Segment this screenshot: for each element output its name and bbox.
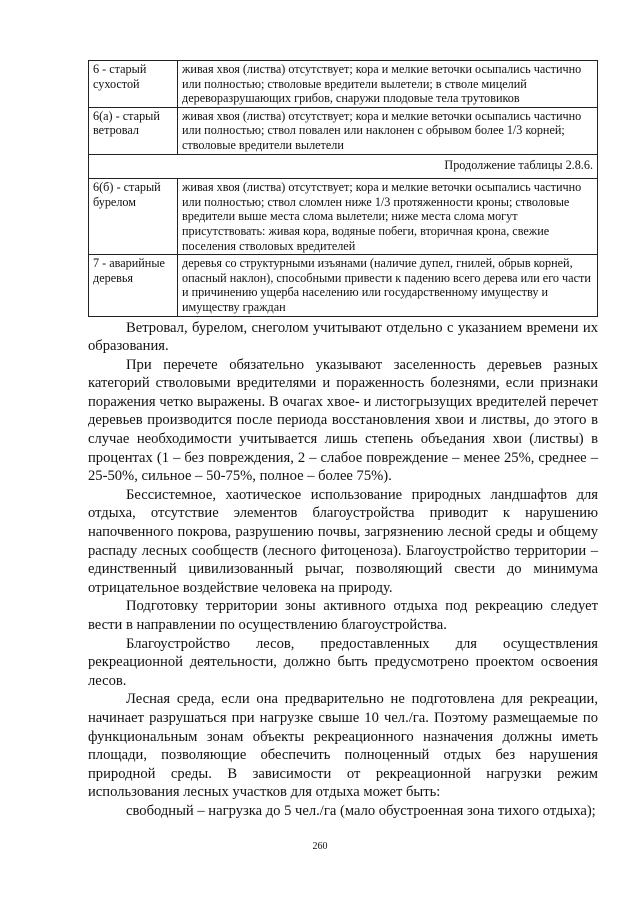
table-continuation-label: Продолжение таблицы 2.8.6.	[89, 154, 598, 179]
page-number: 260	[312, 841, 328, 852]
description-cell: живая хвоя (листва) отсутствует; кора и мелкие веточки осыпались частично или полностью; ствол сломлен ниже 1/3 протяженности кроны; стволовые вредители выше места слома вылетели; ниже места слома могут присутствовать: живая кора, водяные побеги, вторичная крона, свежие поселения стволовых вредителей	[178, 179, 598, 255]
category-cell: 7 - аварийные деревья	[89, 255, 178, 316]
paragraph: Ветровал, бурелом, снеголом учитывают отдельно с указанием времени их образования.	[88, 319, 598, 355]
description-cell: живая хвоя (листва) отсутствует; кора и мелкие веточки осыпались частично или полностью; ствол повален или наклонен с обрывом более 1/3 корней; стволовые вредители вылетели	[178, 107, 598, 154]
category-cell: 6(а) - старый ветровал	[89, 107, 178, 154]
paragraph: Лесная среда, если она предварительно не подготовлена для рекреации, начинает разрушаться при нагрузке свыше 10 чел./га. Поэтому размещаемые по функциональным зонам объекты рекреационного назначения должны иметь площади, позволяющие обеспечить полноценный отдых без нарушения природной среды. В зависимости от рекреационной нагрузки режим использования лесных участков для отдыха может быть:	[88, 691, 598, 801]
table-row	[89, 107, 598, 154]
description-cell: живая хвоя (листва) отсутствует; кора и мелкие веточки осыпались частично или полностью; стволовые вредители вылетели; в стволе мицелий дереворазрушающих грибов, снаружи плодовые тела трутовиков	[178, 61, 598, 108]
table-row	[89, 255, 598, 316]
page-content	[88, 60, 598, 821]
forest-condition-table	[88, 60, 598, 317]
category-cell: 6 - старый сухостой	[89, 61, 178, 108]
paragraph: свободный – нагрузка до 5 чел./га (мало обустроенная зона тихого отдыха);	[126, 802, 596, 819]
paragraph: Благоустройство лесов, предоставленных для осуществления рекреационной деятельности, должно быть предусмотрено проектом освоения лесов.	[88, 635, 598, 689]
paragraph: Подготовку территории зоны активного отдыха под рекреацию следует вести в направлении по осуществлению благоустройства.	[88, 598, 598, 633]
category-cell: 6(б) - старый бурелом	[89, 179, 178, 255]
paragraph: Бессистемное, хаотическое использование природных ландшафтов для отдыха, отсутствие элементов благоустройства приводит к нарушению напочвенного покрова, разрушению почвы, загрязнению лесной среды и общему распаду лесных сообществ (лесного фитоценоза). Благоустройство территории – единственный цивилизованный рычаг, позволяющий свести до минимума отрицательное воздействие человека на природу.	[88, 486, 598, 596]
paragraph: При перечете обязательно указывают заселенность деревьев разных категорий стволовыми вредителями и пораженность болезнями, если признаки поражения четко выражены. В очагах хвое- и листогрызущих вредителей перечет деревьев производится после периода восстановления хвои и листвы, до этого в случае необходимости учитывается лишь степень объедания хвои (листвы) в процентах (1 – без повреждения, 2 – слабое повреждение – менее 25%, среднее – 25-50%, сильное – 50-75%, полное – более 75%).	[88, 356, 598, 485]
table-row	[89, 179, 598, 255]
body-text	[88, 319, 598, 821]
description-cell: деревья со структурными изъянами (наличие дупел, гнилей, обрыв корней, опасный наклон), способными привести к падению всего дерева или его части и причинению ущерба населению или государственному имуществу и имуществу граждан	[178, 255, 598, 316]
table-continuation-row	[89, 154, 598, 179]
table-row	[89, 61, 598, 108]
